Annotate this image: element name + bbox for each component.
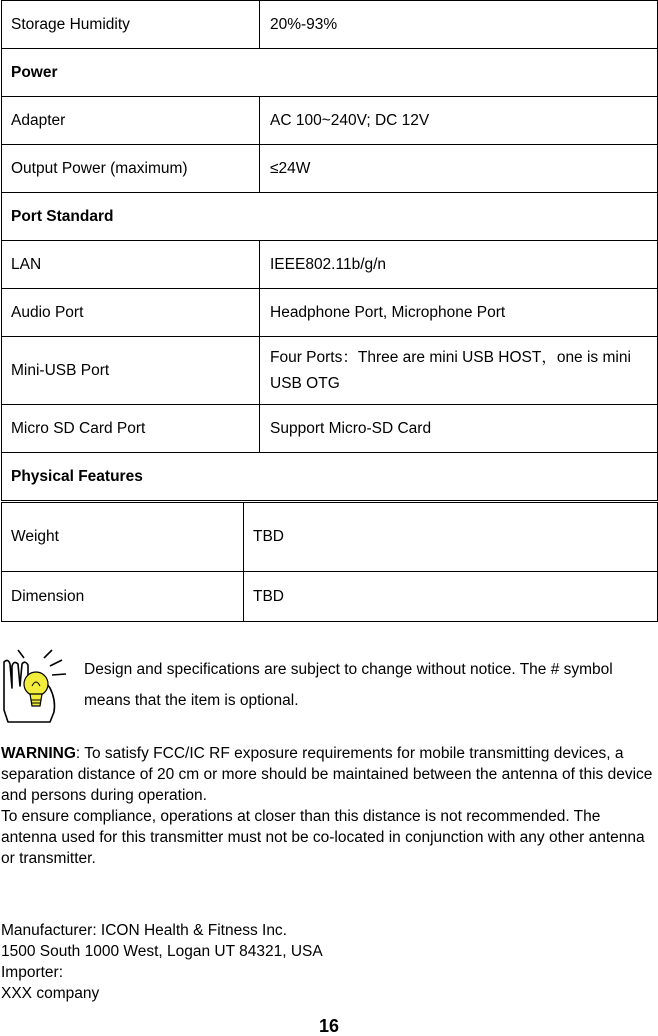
spec-label: Micro SD Card Port xyxy=(2,405,260,453)
spec-value: ≤24W xyxy=(260,145,658,193)
spec-label: Dimension xyxy=(2,572,244,622)
spec-label: Adapter xyxy=(2,97,260,145)
spec-label: Storage Humidity xyxy=(2,1,260,49)
spec-label: LAN xyxy=(2,241,260,289)
spec-label: Audio Port xyxy=(2,289,260,337)
warning-text: : To satisfy FCC/IC RF exposure requirements for mobile transmitting devices, a separation distance of 20 cm or more should be maintained between the antenna of this device and persons during operation. xyxy=(1,745,653,804)
spec-value: 20%-93% xyxy=(260,1,658,49)
table-row xyxy=(2,241,658,289)
physical-table xyxy=(1,502,658,622)
spec-label: Weight xyxy=(2,503,244,572)
table-row xyxy=(2,337,658,405)
table-row xyxy=(2,453,658,501)
table-row xyxy=(2,572,658,622)
table-row xyxy=(2,503,658,572)
manufacturer-name: Manufacturer: ICON Health & Fitness Inc. xyxy=(1,922,287,939)
section-header-power: Power xyxy=(2,49,658,97)
spec-value: TBD xyxy=(244,572,658,622)
note-text: Design and specifications are subject to change without notice. The # symbol means that the item is optional. xyxy=(84,661,613,709)
spec-value: IEEE802.11b/g/n xyxy=(260,241,658,289)
spec-value: TBD xyxy=(244,503,658,572)
warning-label: WARNING xyxy=(1,745,76,762)
spec-label: Mini-USB Port xyxy=(2,337,260,405)
section-header-physical-features: Physical Features xyxy=(2,453,658,501)
page-number: 16 xyxy=(318,1016,340,1036)
table-row xyxy=(2,97,658,145)
importer-label: Importer: xyxy=(1,964,64,981)
spec-label: Output Power (maximum) xyxy=(2,145,260,193)
manufacturer-address: 1500 South 1000 West, Logan UT 84321, USA xyxy=(1,943,323,960)
table-row xyxy=(2,193,658,241)
table-row xyxy=(2,49,658,97)
warning-paragraph xyxy=(1,743,658,806)
spec-value: Headphone Port, Microphone Port xyxy=(260,289,658,337)
table-row xyxy=(2,1,658,49)
hand-lightbulb-icon xyxy=(0,648,72,724)
table-row xyxy=(2,405,658,453)
table-row xyxy=(2,145,658,193)
spec-value: Four Ports：Three are mini USB HOST，one is mini USB OTG xyxy=(260,337,658,405)
warning-section xyxy=(1,743,658,869)
manufacturer-section xyxy=(1,920,658,1004)
importer-name: XXX company xyxy=(1,985,100,1002)
spec-value: AC 100~240V; DC 12V xyxy=(260,97,658,145)
note-block xyxy=(0,648,658,724)
compliance-paragraph: To ensure compliance, operations at closer than this distance is not recommended. The antenna used for this transmitter must not be co-located in conjunction with any other antenna or transmitter. xyxy=(1,808,645,867)
spec-table xyxy=(1,0,658,501)
spec-value: Support Micro-SD Card xyxy=(260,405,658,453)
section-header-port-standard: Port Standard xyxy=(2,193,658,241)
table-row xyxy=(2,289,658,337)
